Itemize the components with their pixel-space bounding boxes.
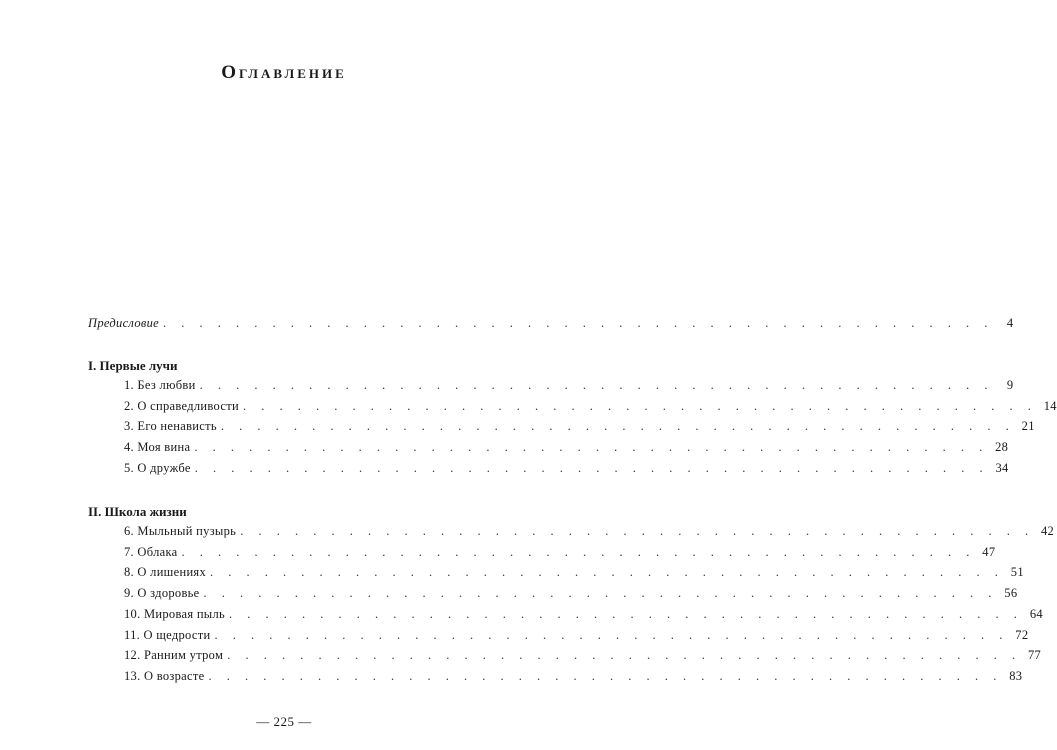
toc-entry (124, 565, 1024, 583)
toc-entry (124, 378, 1014, 396)
toc-entry (124, 628, 1029, 646)
toc-entry-page: 9 (1006, 378, 1014, 392)
toc-entry (124, 648, 1042, 666)
leader-dots: . . . . . . . . . . . . . . . . . . . . . . . . . . . . . . . . . . . . . . . . . . . . (229, 607, 1023, 621)
leader-dots: . . . . . . . . . . . . . . . . . . . . . . . . . . . . . . . . . . . . . . . . . . . . (194, 440, 989, 454)
toc-entry-label: 13. О возрасте (124, 669, 205, 683)
toc-entry-label: 7. Облака (124, 545, 178, 559)
toc-entry-page: 56 (1004, 586, 1018, 600)
toc-entry-page: 21 (1021, 419, 1035, 433)
toc-entry-label: Предисловие (88, 316, 160, 330)
leader-dots: . . . . . . . . . . . . . . . . . . . . . . . . . . . . . . . . . . . . . . . . . . . . (242, 399, 1037, 413)
leader-dots: . . . . . . . . . . . . . . . . . . . . . . . . . . . . . . . . . . . . . . . . . . . . (194, 461, 989, 475)
leader-dots: . . . . . . . . . . . . . . . . . . . . . . . . . . . . . . . . . . . . . . . . . . . . . . (163, 316, 994, 330)
toc-entry (124, 545, 996, 563)
toc-entry-page: 77 (1027, 648, 1042, 662)
toc-entry (124, 669, 1023, 687)
leader-dots: . . . . . . . . . . . . . . . . . . . . . . . . . . . . . . . . . . . . . . . . . . . . (203, 586, 998, 600)
toc-entry-page: 64 (1029, 607, 1043, 621)
toc-entry-label: 2. О справедливости (124, 399, 239, 413)
toc-entry (124, 419, 1035, 437)
toc-entry-page: 42 (1040, 524, 1055, 538)
toc-entry-page: 28 (995, 440, 1009, 454)
page-title: Оглавление (221, 62, 347, 83)
leader-dots: . . . . . . . . . . . . . . . . . . . . . . . . . . . . . . . . . . . . . . . . . . . . (181, 545, 976, 559)
toc-entry (124, 607, 1043, 625)
toc-entry-label: 3. Его ненависть (124, 419, 217, 433)
toc-entry-page: 83 (1009, 669, 1023, 683)
toc-entry-page: 47 (982, 545, 996, 559)
toc-entry-label: 5. О дружбе (124, 461, 191, 475)
leader-dots: . . . . . . . . . . . . . . . . . . . . . . . . . . . . . . . . . . . . . . . . . . . . (214, 628, 1009, 642)
leader-dots: . . . . . . . . . . . . . . . . . . . . . . . . . . . . . . . . . . . . . . . . . . . . (220, 419, 1015, 433)
toc-entry-label: 11. О щедрости (124, 628, 211, 642)
toc-entry-page: 72 (1015, 628, 1029, 642)
toc-entry (124, 399, 1057, 417)
toc-entry-label: 1. Без любви (124, 378, 196, 392)
leader-dots: . . . . . . . . . . . . . . . . . . . . . . . . . . . . . . . . . . . . . . . . . . . . (208, 669, 1003, 683)
toc-entry (124, 524, 1055, 542)
toc-entry-page: 4 (1006, 316, 1014, 330)
toc-entry (124, 440, 1009, 458)
leader-dots: . . . . . . . . . . . . . . . . . . . . . . . . . . . . . . . . . . . . . . . . . . . . (240, 524, 1035, 538)
toc-entry-label: 8. О лишениях (124, 565, 207, 579)
toc-entry-page: 34 (995, 461, 1009, 475)
toc-entry-label: 6. Мыльный пузырь (124, 524, 237, 538)
page-number: — 225 — (256, 714, 312, 729)
toc-entry-label: 4. Моя вина (124, 440, 191, 454)
leader-dots: . . . . . . . . . . . . . . . . . . . . . . . . . . . . . . . . . . . . . . . . . . . . (227, 648, 1022, 662)
toc-entry-label: 9. О здоровье (124, 586, 200, 600)
leader-dots: . . . . . . . . . . . . . . . . . . . . . . . . . . . . . . . . . . . . . . . . . . . . (199, 378, 994, 392)
toc-entry (124, 586, 1018, 604)
toc-entry-page: 51 (1010, 565, 1024, 579)
toc-entry-label: 12. Ранним утром (124, 648, 224, 662)
toc-entry-preface (88, 316, 1014, 334)
leader-dots: . . . . . . . . . . . . . . . . . . . . . . . . . . . . . . . . . . . . . . . . . . . . (210, 565, 1004, 579)
toc-entry-page: 14 (1043, 399, 1057, 413)
section-heading: I. Первые лучи (88, 358, 178, 373)
toc-entry-label: 10. Мировая пыль (124, 607, 226, 621)
toc-entry (124, 461, 1009, 479)
section-heading: II. Школа жизни (88, 504, 187, 519)
